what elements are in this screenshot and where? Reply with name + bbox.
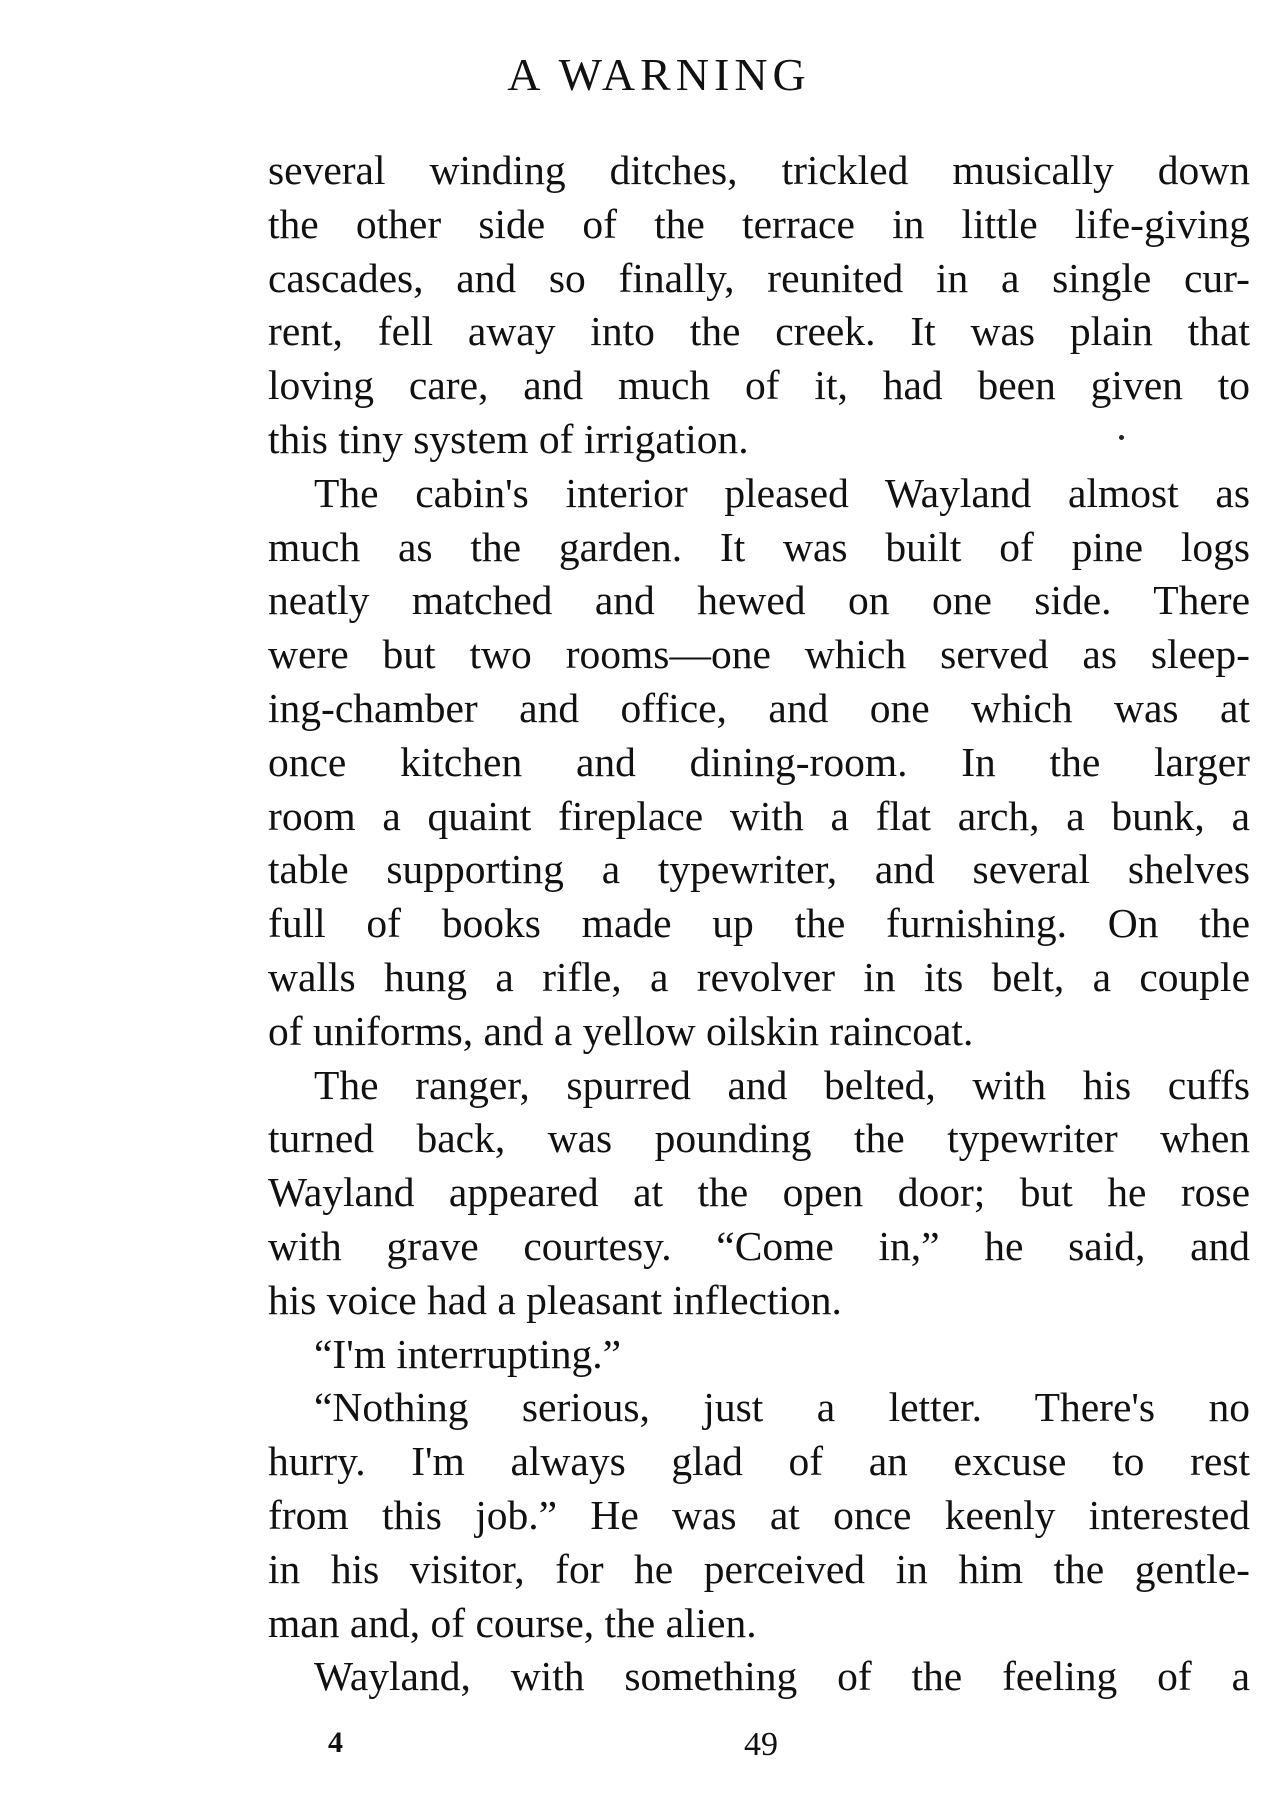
text-line: were but two rooms—one which served as sleep- <box>268 631 1250 678</box>
text-line: turned back, was pounding the typewriter when <box>268 1115 1250 1162</box>
paragraph <box>268 1059 1250 1328</box>
page-number: 49 <box>744 1726 778 1763</box>
text-line: ing-chamber and office, and one which was at <box>268 684 1250 731</box>
text-line: in his visitor, for he perceived in him the gentle- <box>268 1545 1250 1592</box>
text-line: cascades, and so finally, reunited in a single cur- <box>268 254 1250 301</box>
text-line: neatly matched and hewed on one side. There <box>268 577 1250 624</box>
paragraph <box>268 1381 1250 1650</box>
text-line: Wayland appeared at the open door; but he rose <box>268 1169 1250 1216</box>
text-line: the other side of the terrace in little life-giving <box>268 200 1250 247</box>
text-line: from this job.” He was at once keenly interested <box>268 1491 1250 1538</box>
text-line: The cabin's interior pleased Wayland almost as <box>314 469 1250 516</box>
text-line: room a quaint fireplace with a flat arch, a bunk, a <box>268 792 1250 839</box>
text-line: once kitchen and dining-room. In the larger <box>268 738 1250 785</box>
text-line: “I'm interrupting.” <box>314 1330 622 1377</box>
text-line: walls hung a rifle, a revolver in its belt, a couple <box>268 953 1250 1000</box>
text-line: “Nothing serious, just a letter. There's no <box>314 1384 1250 1431</box>
text-line: this tiny system of irrigation. <box>268 415 749 462</box>
text-line: full of books made up the furnishing. On the <box>268 900 1250 947</box>
signature-mark: 4 <box>328 1726 343 1759</box>
text-line: his voice had a pleasant inflection. <box>268 1276 842 1323</box>
text-line: several winding ditches, trickled musically down <box>268 147 1250 193</box>
text-line: of uniforms, and a yellow oilskin raincoat. <box>268 1007 974 1054</box>
paragraph <box>268 467 1250 1059</box>
text-line: loving care, and much of it, had been given to <box>268 362 1250 409</box>
page-footer <box>0 1728 1278 1768</box>
body-text <box>268 144 1250 1704</box>
paragraph <box>268 1328 1250 1382</box>
ink-speck <box>1119 435 1124 440</box>
text-line: hurry. I'm always glad of an excuse to rest <box>268 1438 1250 1485</box>
running-head: A WARNING <box>507 49 811 100</box>
text-line: table supporting a typewriter, and several shelves <box>268 846 1250 893</box>
text-line: man and, of course, the alien. <box>268 1599 757 1646</box>
text-line: rent, fell away into the creek. It was plain that <box>268 308 1250 355</box>
text-line: The ranger, spurred and belted, with his cuffs <box>314 1061 1250 1108</box>
paragraph <box>268 1650 1250 1704</box>
paragraph <box>268 144 1250 467</box>
text-line: much as the garden. It was built of pine logs <box>268 523 1250 570</box>
text-line: with grave courtesy. “Come in,” he said, and <box>268 1222 1250 1269</box>
text-line: Wayland, with something of the feeling of a <box>314 1653 1250 1700</box>
